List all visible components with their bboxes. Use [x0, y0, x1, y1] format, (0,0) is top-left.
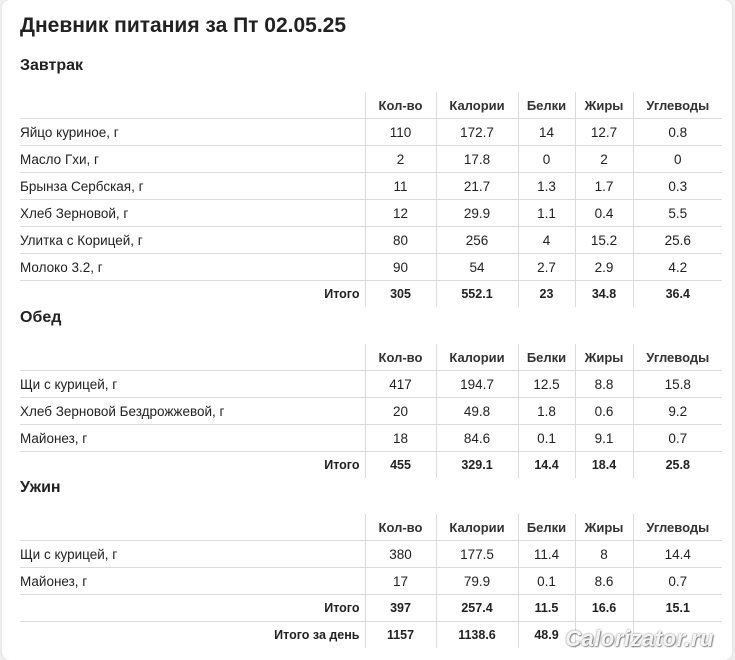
food-qty: 2 — [365, 146, 436, 173]
col-header-kcal: Калории — [436, 344, 518, 371]
total-carbs: 15.1 — [633, 595, 722, 622]
food-name: Щи с курицей, г — [20, 546, 118, 562]
meal-title-lunch: Обед — [20, 309, 62, 326]
total-kcal: 257.4 — [436, 595, 518, 622]
food-qty: 12 — [365, 200, 436, 227]
col-header-qty: Кол-во — [365, 344, 436, 371]
food-fat: 8.6 — [575, 568, 633, 595]
food-carbs: 0.7 — [633, 425, 722, 452]
total-protein: 14.4 — [518, 452, 575, 479]
food-fat: 8 — [575, 541, 633, 568]
table-row[interactable] — [20, 425, 722, 452]
col-header-fat: Жиры — [575, 344, 633, 371]
meal-total-row — [20, 595, 722, 622]
day-total-protein: 48.9 — [518, 622, 575, 649]
meal-table-lunch — [20, 344, 722, 478]
table-row[interactable] — [20, 200, 722, 227]
total-fat: 18.4 — [575, 452, 633, 479]
food-protein: 1.8 — [518, 398, 575, 425]
col-header-kcal: Калории — [436, 514, 518, 541]
meal-table-breakfast — [20, 92, 722, 307]
table-row[interactable] — [20, 398, 722, 425]
food-carbs: 5.5 — [633, 200, 722, 227]
total-carbs: 36.4 — [633, 281, 722, 308]
col-header-carbs: Углеводы — [633, 92, 722, 119]
food-carbs: 14.4 — [633, 541, 722, 568]
food-protein: 4 — [518, 227, 575, 254]
day-total-qty: 1157 — [365, 622, 436, 649]
food-protein: 1.3 — [518, 173, 575, 200]
food-qty: 18 — [365, 425, 436, 452]
food-name: Хлеб Зерновой, г — [20, 205, 129, 221]
col-header-protein: Белки — [518, 344, 575, 371]
food-qty: 11 — [365, 173, 436, 200]
food-protein: 0 — [518, 146, 575, 173]
total-qty: 305 — [365, 281, 436, 308]
food-qty: 110 — [365, 119, 436, 146]
table-row[interactable] — [20, 568, 722, 595]
food-fat: 8.8 — [575, 371, 633, 398]
meal-title-dinner: Ужин — [20, 479, 61, 496]
food-kcal: 54 — [436, 254, 518, 281]
total-label: Итого — [324, 458, 360, 472]
food-protein: 11.4 — [518, 541, 575, 568]
food-name: Яйцо куриное, г — [20, 124, 119, 140]
food-qty: 20 — [365, 398, 436, 425]
col-header-carbs: Углеводы — [633, 344, 722, 371]
total-kcal: 329.1 — [436, 452, 518, 479]
food-kcal: 172.7 — [436, 119, 518, 146]
table-header-row — [20, 514, 722, 541]
col-header-qty: Кол-во — [365, 92, 436, 119]
food-protein: 1.1 — [518, 200, 575, 227]
food-protein: 0.1 — [518, 568, 575, 595]
table-row[interactable] — [20, 173, 722, 200]
food-qty: 80 — [365, 227, 436, 254]
food-kcal: 256 — [436, 227, 518, 254]
food-carbs: 25.6 — [633, 227, 722, 254]
food-kcal: 79.9 — [436, 568, 518, 595]
food-kcal: 84.6 — [436, 425, 518, 452]
col-header-kcal: Калории — [436, 92, 518, 119]
diary-card — [2, 0, 732, 660]
food-fat: 9.1 — [575, 425, 633, 452]
table-row[interactable] — [20, 254, 722, 281]
day-total-label: Итого за день — [274, 628, 360, 642]
page-title: Дневник питания за Пт 02.05.25 — [20, 14, 347, 37]
food-fat: 1.7 — [575, 173, 633, 200]
table-row[interactable] — [20, 541, 722, 568]
food-name: Молоко 3.2, г — [20, 259, 103, 275]
total-fat: 34.8 — [575, 281, 633, 308]
meal-total-row — [20, 452, 722, 479]
col-header-carbs: Углеводы — [633, 514, 722, 541]
meal-title-breakfast: Завтрак — [20, 57, 84, 74]
food-fat: 12.7 — [575, 119, 633, 146]
col-header-fat: Жиры — [575, 92, 633, 119]
watermark-logo: Calorizator.ru — [565, 626, 714, 651]
food-fat: 0.4 — [575, 200, 633, 227]
food-name: Масло Гхи, г — [20, 151, 99, 167]
col-header-qty: Кол-во — [365, 514, 436, 541]
table-row[interactable] — [20, 371, 722, 398]
food-carbs: 15.8 — [633, 371, 722, 398]
food-qty: 17 — [365, 568, 436, 595]
food-carbs: 4.2 — [633, 254, 722, 281]
food-fat: 15.2 — [575, 227, 633, 254]
food-fat: 2 — [575, 146, 633, 173]
total-label: Итого — [324, 601, 360, 615]
food-protein: 0.1 — [518, 425, 575, 452]
meal-total-row — [20, 281, 722, 308]
food-carbs: 0.8 — [633, 119, 722, 146]
day-total-kcal: 1138.6 — [436, 622, 518, 649]
food-qty: 90 — [365, 254, 436, 281]
food-carbs: 0 — [633, 146, 722, 173]
food-name: Майонез, г — [20, 573, 88, 589]
food-kcal: 21.7 — [436, 173, 518, 200]
food-qty: 380 — [365, 541, 436, 568]
col-header-protein: Белки — [518, 514, 575, 541]
food-protein: 14 — [518, 119, 575, 146]
food-kcal: 17.8 — [436, 146, 518, 173]
total-qty: 397 — [365, 595, 436, 622]
food-name: Хлеб Зерновой Бездрожжевой, г — [20, 403, 225, 419]
food-kcal: 194.7 — [436, 371, 518, 398]
food-qty: 417 — [365, 371, 436, 398]
food-protein: 2.7 — [518, 254, 575, 281]
food-protein: 12.5 — [518, 371, 575, 398]
total-protein: 11.5 — [518, 595, 575, 622]
col-header-fat: Жиры — [575, 514, 633, 541]
total-kcal: 552.1 — [436, 281, 518, 308]
total-carbs: 25.8 — [633, 452, 722, 479]
food-kcal: 49.8 — [436, 398, 518, 425]
food-fat: 2.9 — [575, 254, 633, 281]
food-kcal: 177.5 — [436, 541, 518, 568]
table-row[interactable] — [20, 146, 722, 173]
total-protein: 23 — [518, 281, 575, 308]
food-name: Майонез, г — [20, 430, 88, 446]
food-carbs: 0.3 — [633, 173, 722, 200]
table-header-row — [20, 344, 722, 371]
table-header-row — [20, 92, 722, 119]
food-name: Брынза Сербская, г — [20, 178, 144, 194]
food-carbs: 9.2 — [633, 398, 722, 425]
total-qty: 455 — [365, 452, 436, 479]
food-fat: 0.6 — [575, 398, 633, 425]
food-carbs: 0.7 — [633, 568, 722, 595]
col-header-protein: Белки — [518, 92, 575, 119]
table-row[interactable] — [20, 227, 722, 254]
food-name: Улитка с Корицей, г — [20, 232, 143, 248]
food-kcal: 29.9 — [436, 200, 518, 227]
total-fat: 16.6 — [575, 595, 633, 622]
table-row[interactable] — [20, 119, 722, 146]
total-label: Итого — [324, 287, 360, 301]
food-name: Щи с курицей, г — [20, 376, 118, 392]
